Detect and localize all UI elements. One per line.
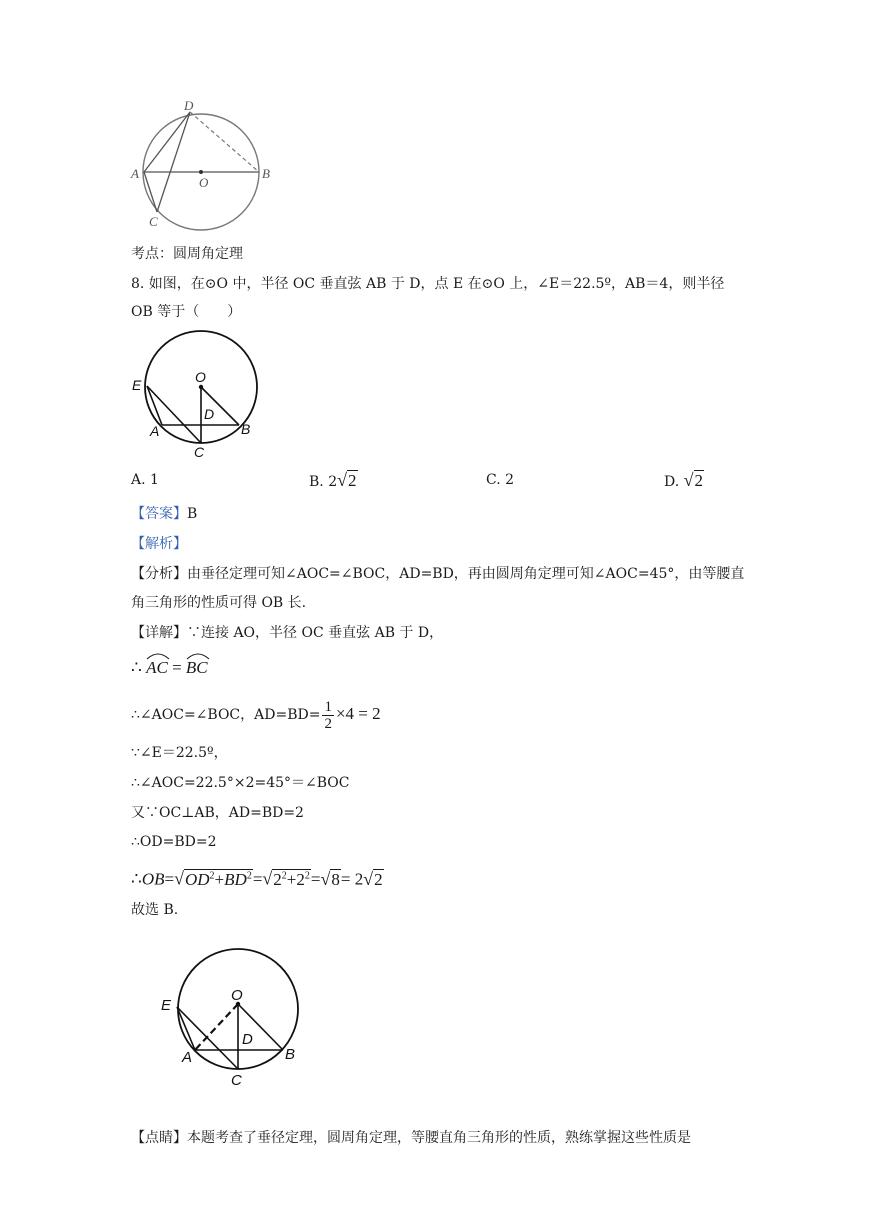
option-c: C. 2 bbox=[486, 472, 515, 488]
label-a: A bbox=[150, 423, 160, 439]
figure-solution bbox=[155, 945, 315, 1099]
kaodian: 考点：圆周角定理 bbox=[131, 246, 243, 262]
line-angle-e: ∵∠E＝22.5º， bbox=[131, 745, 228, 761]
label-c: C bbox=[149, 214, 158, 229]
label-e: E bbox=[132, 377, 142, 393]
dianjing-line: 【点睛】本题考查了垂径定理，圆周角定理，等腰直角三角形的性质，熟练掌握这些性质是 bbox=[131, 1130, 691, 1146]
line-od: ∴OD=BD=2 bbox=[131, 834, 217, 850]
figure-question-8 bbox=[128, 328, 268, 464]
step-arc-equal: ∴ AC = BC bbox=[131, 658, 208, 678]
label-d: D bbox=[204, 406, 215, 422]
jiexi-heading: 【解析】 bbox=[131, 536, 187, 552]
figure-circle-abcd bbox=[128, 98, 278, 238]
answer-line: 【答案】B bbox=[131, 506, 198, 522]
option-a: A. 1 bbox=[131, 472, 159, 488]
label-o: O bbox=[231, 987, 243, 1004]
label-c: C bbox=[231, 1072, 242, 1089]
label-o: O bbox=[195, 369, 206, 385]
fenxi-line-1: 【分析】由垂径定理可知∠AOC=∠BOC，AD=BD，再由圆周角定理可知∠AOC=45°，由等腰直 bbox=[131, 566, 745, 582]
line-perpendicular: 又∵OC⊥AB，AD=BD=2 bbox=[131, 805, 304, 821]
label-b: B bbox=[241, 421, 251, 437]
label-a: A bbox=[131, 166, 139, 181]
label-a: A bbox=[182, 1049, 193, 1066]
label-b: B bbox=[285, 1046, 296, 1063]
label-o: O bbox=[199, 175, 209, 190]
question-line-1: 8. 如图，在⊙O 中，半径 OC 垂直弦 AB 于 D，点 E 在⊙O 上，∠E＝22.5º，AB＝4，则半径 bbox=[131, 276, 725, 292]
step-ob: $\therefore OB=√OD^2+BD^2=√2^2+2^2=√8= 2√2$ bbox=[131, 868, 383, 889]
label-d: D bbox=[242, 1031, 253, 1048]
option-b: B. 2√2 bbox=[309, 470, 357, 490]
fenxi-line-2: 角三角形的性质可得 OB 长. bbox=[131, 595, 307, 611]
question-line-2: OB 等于（ ） bbox=[131, 304, 242, 320]
line-angle-aoc: ∴∠AOC=22.5°×2=45°＝∠BOC bbox=[131, 775, 350, 791]
label-d: D bbox=[184, 98, 194, 113]
step-half: ∴∠AOC=∠BOC，AD=BD= $\frac{1}{2}$ ×4 = 2 bbox=[131, 698, 381, 732]
option-d: D. √2 bbox=[664, 470, 704, 490]
xiangjie-line-1: 【详解】∵连接 AO，半径 OC 垂直弦 AB 于 D， bbox=[131, 625, 444, 641]
label-c: C bbox=[194, 444, 205, 460]
conclusion: 故选 B. bbox=[131, 902, 179, 918]
label-b: B bbox=[262, 166, 270, 181]
label-e: E bbox=[161, 997, 172, 1014]
